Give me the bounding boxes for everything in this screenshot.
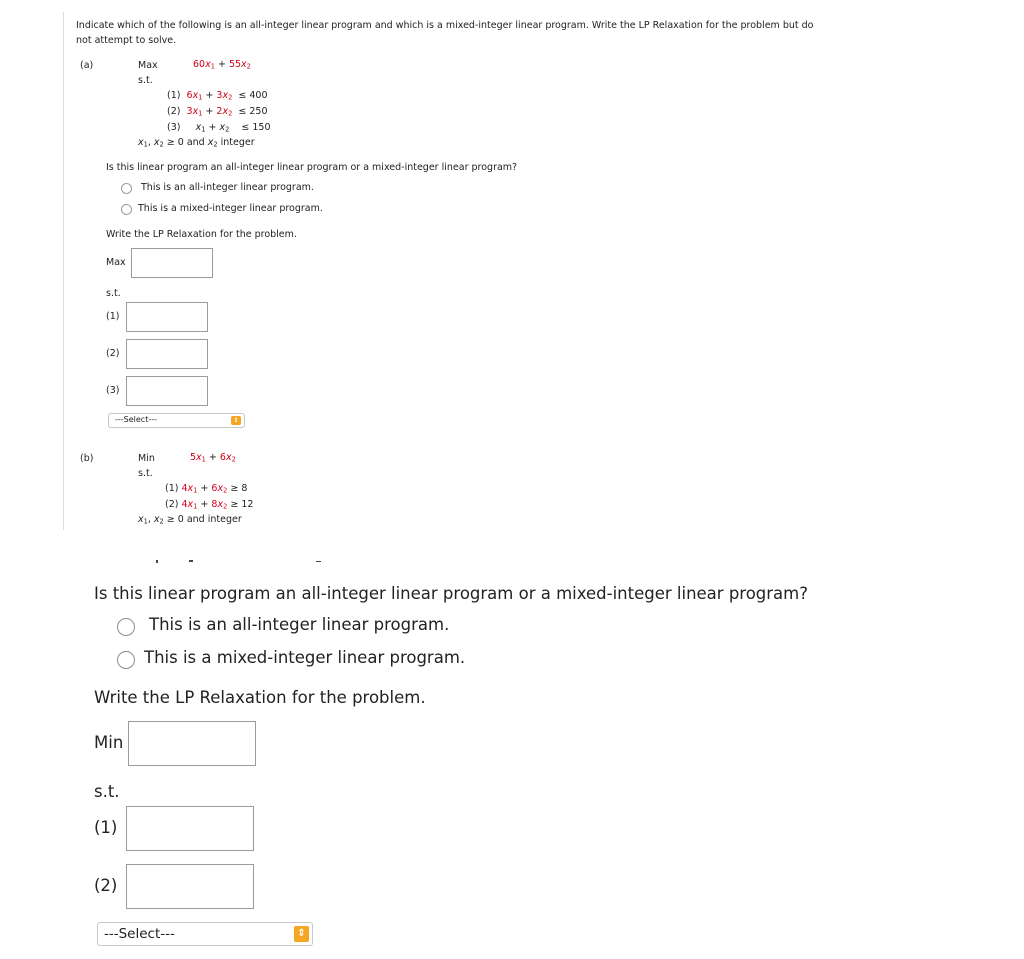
select-arrow-icon: ⇕: [294, 926, 309, 942]
part-b-st-label: s.t.: [94, 782, 120, 801]
part-a-constraint-1: (1) $6x_1 + 3x_2 \le 400$: [167, 90, 268, 102]
part-b-select[interactable]: [97, 922, 313, 946]
part-a-constraint-1-input[interactable]: [126, 302, 208, 332]
part-b-write-prompt: Write the LP Relaxation for the problem.: [94, 688, 426, 707]
part-b-option-all-integer-label[interactable]: This is an all-integer linear program.: [149, 615, 450, 634]
part-b-constraint-1-label: (1): [94, 818, 118, 837]
part-b-question: Is this linear program an all-integer linear program or a mixed-integer linear program?: [94, 584, 809, 603]
part-a-constraint-3-label: (3): [106, 385, 120, 396]
part-a-objective-input[interactable]: [131, 248, 213, 278]
part-a-objective: $60x_1 + 55x_2$: [193, 59, 251, 71]
part-b-option-mixed-integer-radio[interactable]: [117, 651, 135, 669]
left-margin-rule: [63, 12, 64, 530]
part-b-option-mixed-integer-label[interactable]: This is a mixed-integer linear program.: [144, 648, 466, 667]
render-artifact-mark: [189, 560, 193, 562]
part-a-select-value: ---Select---: [115, 415, 157, 424]
part-a-constraint-2-label: (2): [106, 348, 120, 359]
part-b-objective-word: Min: [138, 453, 155, 464]
part-b-select-value: ---Select---: [104, 926, 175, 942]
part-a-constraint-3: (3) $x_1 + x_2$ ≤ 150: [167, 122, 271, 134]
part-a-st-label: s.t.: [106, 288, 121, 299]
part-a-label: (a): [80, 60, 94, 71]
part-b-objective: $5x_1 + 6x_2$: [190, 452, 236, 464]
render-artifact-mark: [316, 561, 321, 562]
part-b-constraint-2-input[interactable]: [126, 864, 254, 909]
part-a-max-label: Max: [106, 257, 126, 268]
part-b-constraint-2: (2) $4x_1 + 8x_2 \ge 12$: [165, 499, 254, 511]
instructions-line-1: Indicate which of the following is an all-integer linear program and which is a mixed-integer linear program. Write the LP Relaxation for the problem but do: [76, 20, 814, 31]
part-b-label: (b): [80, 453, 94, 464]
instructions-line-2: not attempt to solve.: [76, 35, 177, 46]
part-a-objective-word: Max: [138, 60, 158, 71]
part-a-option-all-integer-label[interactable]: This is an all-integer linear program.: [141, 182, 314, 193]
part-b-constraint-1: (1) $4x_1 + 6x_2 \ge 8$: [165, 483, 248, 495]
part-a-write-prompt: Write the LP Relaxation for the problem.: [106, 229, 297, 240]
select-arrow-icon: ⇕: [231, 416, 241, 425]
part-a-question: Is this linear program an all-integer linear program or a mixed-integer linear program?: [106, 162, 518, 173]
part-b-constraint-2-label: (2): [94, 876, 118, 895]
part-a-constraint-3-input[interactable]: [126, 376, 208, 406]
part-b-nonnegativity: $x_1$, $x_2 \ge 0$ and integer: [138, 514, 242, 526]
part-a-constraint-2-input[interactable]: [126, 339, 208, 369]
part-b-objective-input[interactable]: [128, 721, 256, 766]
part-a-option-mixed-integer-label[interactable]: This is a mixed-integer linear program.: [138, 203, 323, 214]
part-b-constraint-1-input[interactable]: [126, 806, 254, 851]
render-artifact-mark: [156, 560, 158, 563]
part-a-option-mixed-integer-radio[interactable]: [121, 204, 132, 215]
part-b-min-label: Min: [94, 733, 124, 752]
part-a-select[interactable]: [108, 413, 245, 428]
part-b-st: s.t.: [138, 468, 153, 479]
part-a-constraint-2: (2) $3x_1 + 2x_2 \le 250$: [167, 106, 268, 118]
part-a-nonnegativity: $x_1$, $x_2 \ge 0$ and $x_2$ integer: [138, 137, 255, 149]
part-b-option-all-integer-radio[interactable]: [117, 618, 135, 636]
part-a-st: s.t.: [138, 75, 153, 86]
part-a-constraint-1-label: (1): [106, 311, 120, 322]
part-a-option-all-integer-radio[interactable]: [121, 183, 132, 194]
